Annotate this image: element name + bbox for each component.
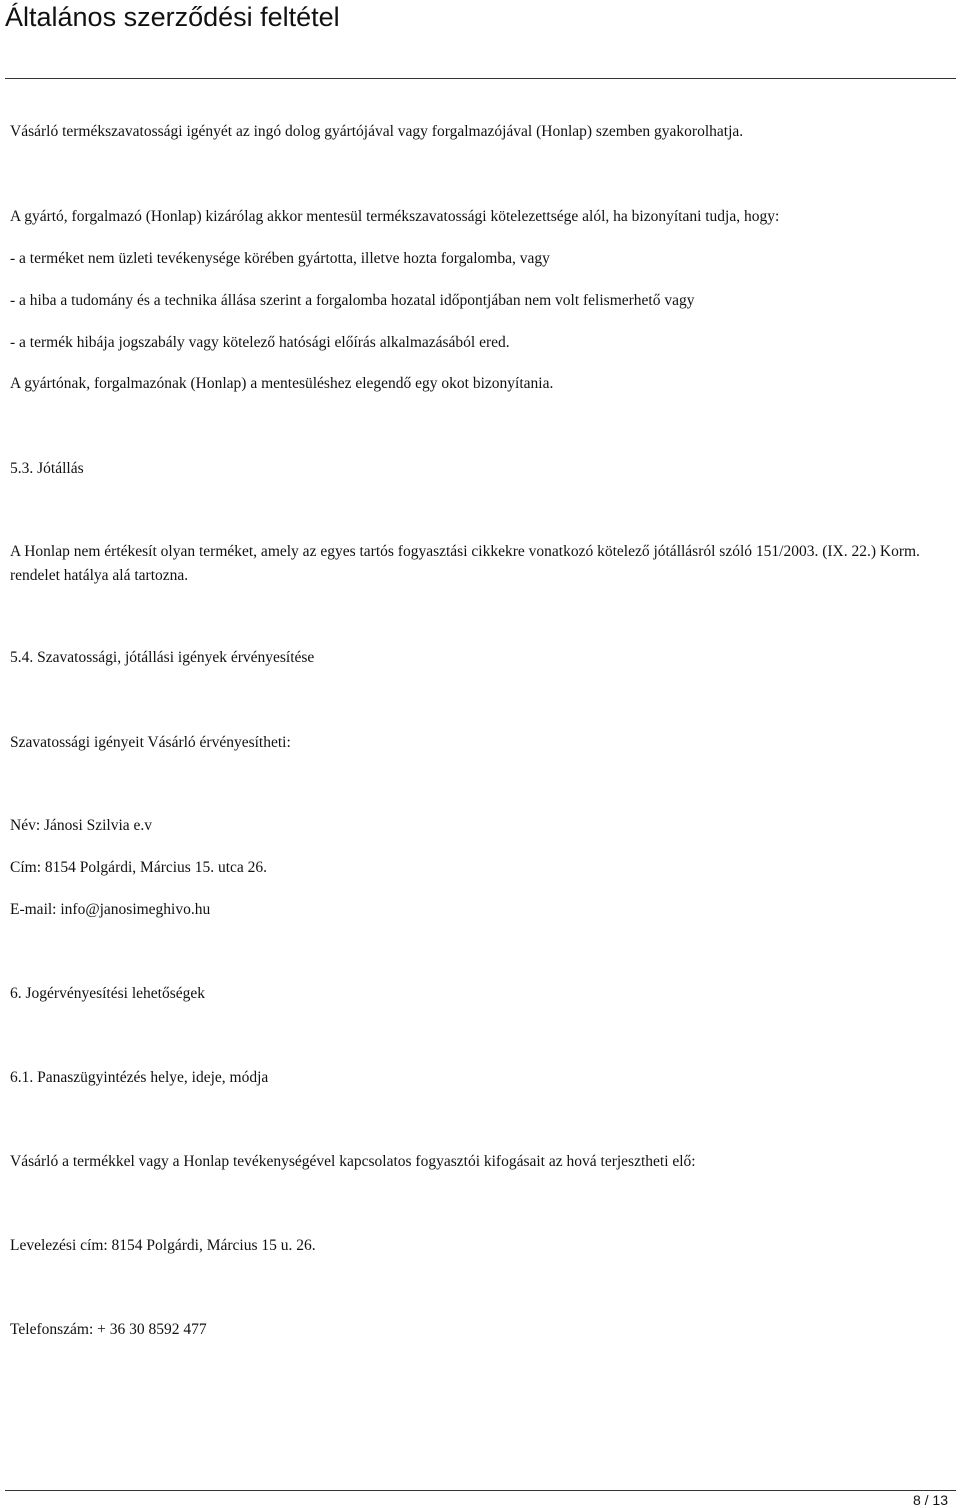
header-divider <box>5 78 956 79</box>
footer-divider <box>5 1490 956 1491</box>
document-title: Általános szerződési feltétel <box>5 2 340 32</box>
list-item: - a terméket nem üzleti tevékenysége körében gyártotta, illetve hozta forgalomba, vagy <box>10 250 550 267</box>
list-item: - a termék hibája jogszabály vagy kötelező hatósági előírás alkalmazásából ered. <box>10 334 510 351</box>
contact-address: Cím: 8154 Polgárdi, Március 15. utca 26. <box>10 859 268 876</box>
paragraph: A gyártónak, forgalmazónak (Honlap) a mentesüléshez elegendő egy okot bizonyítania. <box>10 375 554 392</box>
paragraph: A Honlap nem értékesít olyan terméket, amely az egyes tartós fogyasztási cikkekre vonatkozó kötelező jótállásról szóló 151/2003. (IX. 22.) Korm. rendelet hatálya alá tartozna. <box>10 543 920 584</box>
contact-email: E-mail: info@janosimeghivo.hu <box>10 901 211 918</box>
paragraph: Szavatossági igényeit Vásárló érvényesítheti: <box>10 734 291 751</box>
paragraph: Vásárló a termékkel vagy a Honlap tevékenységével kapcsolatos fogyasztói kifogásait az hová terjesztheti elő: <box>10 1153 696 1170</box>
paragraph: A gyártó, forgalmazó (Honlap) kizárólag akkor mentesül termékszavatossági kötelezettsége alól, ha bizonyítani tudja, hogy: <box>10 208 780 225</box>
section-heading: 6.1. Panaszügyintézés helye, ideje, módja <box>10 1069 269 1086</box>
list-item: - a hiba a tudomány és a technika állása szerint a forgalomba hozatal időpontjában nem volt felismerhető vagy <box>10 292 695 309</box>
section-heading: 5.3. Jótállás <box>10 460 84 477</box>
page-number: 8 / 13 <box>912 1492 948 1508</box>
section-heading: 5.4. Szavatossági, jótállási igények érvényesítése <box>10 649 315 666</box>
mailing-address: Levelezési cím: 8154 Polgárdi, Március 15 u. 26. <box>10 1237 316 1254</box>
paragraph: Vásárló termékszavatossági igényét az ingó dolog gyártójával vagy forgalmazójával (Honlap) szemben gyakorolhatja. <box>10 123 744 140</box>
section-heading: 6. Jogérvényesítési lehetőségek <box>10 985 205 1002</box>
contact-name: Név: Jánosi Szilvia e.v <box>10 817 153 834</box>
phone-number: Telefonszám: + 36 30 8592 477 <box>10 1321 207 1338</box>
